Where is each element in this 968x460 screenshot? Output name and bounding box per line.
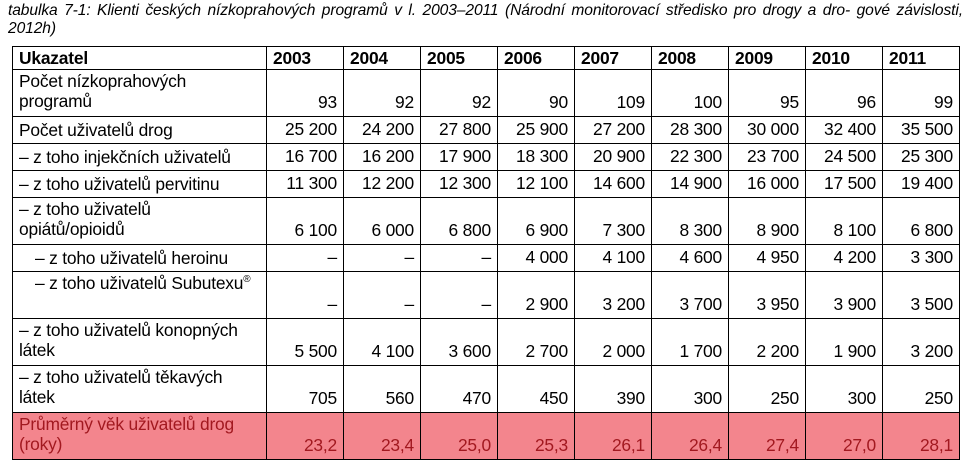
table-cell: 28 300 — [652, 117, 729, 144]
table-cell: 450 — [498, 366, 575, 413]
table-cell: 2 000 — [575, 319, 652, 366]
table-row — [13, 70, 960, 117]
table-cell: 16 700 — [267, 144, 344, 171]
table-cell: 92 — [344, 70, 421, 117]
table-cell: 14 600 — [575, 171, 652, 198]
header-cell-2005: 2005 — [421, 47, 498, 70]
table-cell: 3 200 — [575, 272, 652, 319]
header-cell-2010: 2010 — [806, 47, 883, 70]
table-cell: 3 950 — [729, 272, 806, 319]
table-cell: 250 — [729, 366, 806, 413]
table-row-highlighted — [13, 413, 960, 460]
table-row — [13, 245, 960, 272]
row-label: – z toho uživatelů konopných látek — [13, 319, 267, 366]
row-label: Počet nízkoprahových programů — [13, 70, 267, 117]
table-cell: 25 900 — [498, 117, 575, 144]
table-cell: – — [267, 272, 344, 319]
table-cell: 27,4 — [729, 413, 806, 460]
table-cell: 25 200 — [267, 117, 344, 144]
header-cell-2008: 2008 — [652, 47, 729, 70]
table-cell: 2 700 — [498, 319, 575, 366]
table-cell: 93 — [267, 70, 344, 117]
table-cell: 8 100 — [806, 198, 883, 245]
table-cell: 24 200 — [344, 117, 421, 144]
table-cell: 4 000 — [498, 245, 575, 272]
table-row — [13, 319, 960, 366]
table-cell: 23 700 — [729, 144, 806, 171]
table-cell: 1 900 — [806, 319, 883, 366]
table-cell: 100 — [652, 70, 729, 117]
table-cell: 300 — [652, 366, 729, 413]
table-cell: 4 100 — [344, 319, 421, 366]
table-row — [13, 272, 960, 319]
table-cell: – — [344, 245, 421, 272]
table-cell: 6 800 — [421, 198, 498, 245]
table-cell: 18 300 — [498, 144, 575, 171]
table-cell: 95 — [729, 70, 806, 117]
table-cell: 250 — [883, 366, 960, 413]
table-header-row — [13, 47, 960, 70]
table-cell: 25 300 — [883, 144, 960, 171]
table-cell: 32 400 — [806, 117, 883, 144]
table-row — [13, 198, 960, 245]
row-label: – z toho uživatelů pervitinu — [13, 171, 267, 198]
table-cell: 27,0 — [806, 413, 883, 460]
table-cell: – — [421, 245, 498, 272]
table-cell: 560 — [344, 366, 421, 413]
header-cell-2009: 2009 — [729, 47, 806, 70]
table-cell: 35 500 — [883, 117, 960, 144]
table-caption: tabulka 7-1: Klienti českých nízkoprahových programů v l. 2003–2011 (Národní monitorovací středisko pro drogy a dro- gové závislosti, 2012h) — [8, 2, 963, 37]
table-cell: 96 — [806, 70, 883, 117]
header-cell-2007: 2007 — [575, 47, 652, 70]
table-cell: 20 900 — [575, 144, 652, 171]
table-cell: 2 900 — [498, 272, 575, 319]
row-label: – z toho uživatelů opiátů/opioidů — [13, 198, 267, 245]
table-cell: 99 — [883, 70, 960, 117]
table-cell: 17 900 — [421, 144, 498, 171]
table-cell: 4 950 — [729, 245, 806, 272]
row-label: – z toho injekčních uživatelů — [13, 144, 267, 171]
table-cell: 3 600 — [421, 319, 498, 366]
table-cell: 5 500 — [267, 319, 344, 366]
table-row — [13, 144, 960, 171]
table-cell: 90 — [498, 70, 575, 117]
table-row — [13, 366, 960, 413]
row-label: Průměrný věk uživatelů drog (roky) — [13, 413, 267, 460]
table-cell: 17 500 — [806, 171, 883, 198]
header-cell-2011: 2011 — [883, 47, 960, 70]
table-cell: 2 200 — [729, 319, 806, 366]
table-cell: 25,0 — [421, 413, 498, 460]
table-cell: 19 400 — [883, 171, 960, 198]
table-cell: 25,3 — [498, 413, 575, 460]
row-label: – z toho uživatelů těkavých látek — [13, 366, 267, 413]
table-cell: 300 — [806, 366, 883, 413]
table-cell: – — [421, 272, 498, 319]
clients-table — [12, 46, 960, 460]
table-cell: – — [344, 272, 421, 319]
table-cell: 27 800 — [421, 117, 498, 144]
table-cell: 3 500 — [883, 272, 960, 319]
table-cell: 4 600 — [652, 245, 729, 272]
table-cell: 14 900 — [652, 171, 729, 198]
table-cell: 12 100 — [498, 171, 575, 198]
table-cell: 8 900 — [729, 198, 806, 245]
table-cell: 22 300 — [652, 144, 729, 171]
table-row — [13, 117, 960, 144]
table-cell: 24 500 — [806, 144, 883, 171]
table-cell: 23,2 — [267, 413, 344, 460]
table-cell: 1 700 — [652, 319, 729, 366]
table-cell: 12 200 — [344, 171, 421, 198]
table-cell: 92 — [421, 70, 498, 117]
header-cell-2004: 2004 — [344, 47, 421, 70]
table-cell: 4 200 — [806, 245, 883, 272]
table-cell: 6 000 — [344, 198, 421, 245]
table-cell: 109 — [575, 70, 652, 117]
table-cell: 3 700 — [652, 272, 729, 319]
header-cell-indicator: Ukazatel — [13, 47, 267, 70]
table-cell: 30 000 — [729, 117, 806, 144]
table-cell: 16 000 — [729, 171, 806, 198]
row-label — [13, 272, 267, 319]
table-cell: 27 200 — [575, 117, 652, 144]
row-label: Počet uživatelů drog — [13, 117, 267, 144]
table-cell: 8 300 — [652, 198, 729, 245]
table-cell: 3 300 — [883, 245, 960, 272]
table-cell: 11 300 — [267, 171, 344, 198]
table-cell: 470 — [421, 366, 498, 413]
table-cell: 26,1 — [575, 413, 652, 460]
table-cell: 3 900 — [806, 272, 883, 319]
table-cell: 12 300 — [421, 171, 498, 198]
table-cell: 7 300 — [575, 198, 652, 245]
table-cell: 390 — [575, 366, 652, 413]
table-cell: 16 200 — [344, 144, 421, 171]
table-cell: 6 900 — [498, 198, 575, 245]
table-cell: – — [267, 245, 344, 272]
table-cell: 705 — [267, 366, 344, 413]
row-label-text: – z toho uživatelů Subutexu — [35, 273, 244, 293]
table-row — [13, 171, 960, 198]
table-cell: 4 100 — [575, 245, 652, 272]
table-cell: 6 800 — [883, 198, 960, 245]
table-cell: 26,4 — [652, 413, 729, 460]
table-cell: 23,4 — [344, 413, 421, 460]
header-cell-2003: 2003 — [267, 47, 344, 70]
header-cell-2006: 2006 — [498, 47, 575, 70]
row-label: – z toho uživatelů heroinu — [13, 245, 267, 272]
registered-mark: ® — [243, 274, 251, 286]
table-cell: 3 200 — [883, 319, 960, 366]
table-cell: 28,1 — [883, 413, 960, 460]
table-cell: 6 100 — [267, 198, 344, 245]
